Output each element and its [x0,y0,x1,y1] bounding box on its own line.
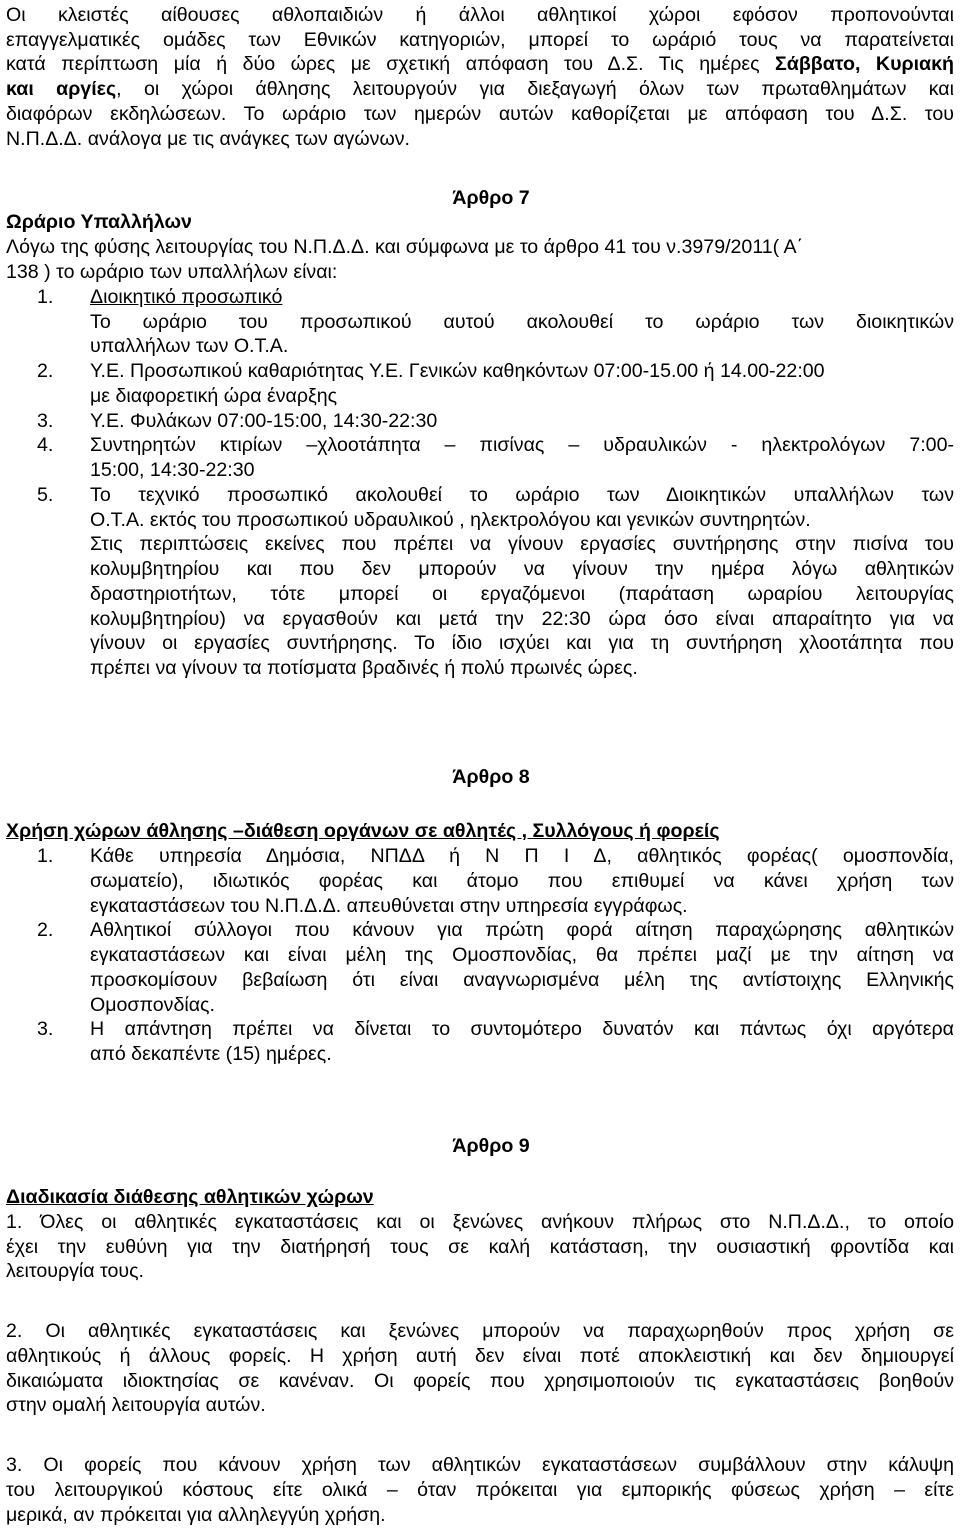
art7-item-4-line-1: Συντηρητών κτιρίων –χλοοτάπητα – πισίνας – υδραυλικών - ηλεκτρολόγων 7:00- [90,434,954,456]
art8-item-1-line-2: σωματείο), ιδιωτικός φορέας και άτομο που επιθυμεί να κάνει χρήση των [90,870,954,892]
art7-paragraph-line-1: Στις περιπτώσεις εκείνες που πρέπει να γίνουν εργασίες συντήρησης στην πισίνα του [90,533,954,555]
top-paragraph-line-3 [6,52,954,77]
art9-section-3-line-1: 3. Οι φορείς που κάνουν χρήση των αθλητικών εγκαταστάσεων συμβάλλουν στην κάλυψη [6,1454,954,1476]
article-7-intro-line-1: Λόγω της φύσης λειτουργίας του Ν.Π.Δ.Δ. και σύμφωνα με το άρθρο 41 του ν.3979/2011( Α΄ [6,236,804,258]
article-9-title: Άρθρο 9 [452,1135,530,1157]
article-7-intro-line-2: 138 ) το ωράριο των υπαλλήλων είναι: [6,261,338,283]
art7-paragraph-line-5: γίνουν οι εργασίες συντήρησης. Το ίδιο ισχύει και για τη συντήρηση χλοοτάπητα που [90,632,954,654]
art7-item-1-number: 1. [37,286,54,308]
art9-section-3-line-3: μερικά, αν πρόκειται για αλληλεγγύη χρήση. [6,1504,386,1526]
art9-section-3-line-2: του λειτουργικού κόστους είτε ολικά – όταν πρόκειται για εμπορικής φύσεως χρήση – είτε [6,1479,954,1501]
top-line-3-text: κατά περίπτωση μία ή δύο ώρες με σχετική απόφαση του Δ.Σ. Τις ημέρες [6,53,776,75]
top-paragraph-line-1: Οι κλειστές αίθουσες αθλοπαιδιών ή άλλοι αθλητικοί χώροι εφόσον προπονούνται [6,4,954,26]
art7-paragraph-line-4: κολυμβητηρίου) να εργασθούν και μετά την 22:30 ώρα όσο είναι απαραίτητο για να [90,608,954,630]
art8-item-2-line-1: Αθλητικοί σύλλογοι που κάνουν για πρώτη φορά αίτηση παραχώρησης αθλητικών [90,919,954,941]
art8-item-3-line-2: από δεκαπέντε (15) ημέρες. [90,1043,332,1065]
art7-item-5-line-2: Ο.Τ.Α. εκτός του προσωπικού υδραυλικού , ηλεκτρολόγου και γενικών συντηρητών. [90,509,811,531]
art7-item-5-line-1: Το τεχνικό προσωπικό ακολουθεί το ωράριο των Διοικητικών υπαλλήλων των [90,484,954,506]
art7-paragraph-line-6: πρέπει να γίνουν τα ποτίσματα βραδινές ή πολύ πρωινές ώρες. [90,657,638,679]
art8-item-2-number: 2. [37,919,54,941]
art7-item-2-line-2: με διαφορετική ώρα έναρξης [90,385,338,407]
top-paragraph-line-4 [6,77,954,102]
art9-section-2-line-4: στην ομαλή λειτουργία αυτών. [6,1394,266,1416]
weekend-days-bold: Σάββατο, Κυριακή [775,53,954,75]
art8-item-2-line-2: εγκαταστάσεων και είναι μέλη της Ομοσπονδίας, θα πρέπει μαζί με την αίτηση να [90,944,954,966]
article-7-title: Άρθρο 7 [452,187,530,209]
art8-item-2-line-4: Ομοσπονδίας. [90,994,215,1016]
article-8-heading: Χρήση χώρων άθλησης –διάθεση οργάνων σε αθλητές , Συλλόγους ή φορείς [6,820,720,842]
art7-item-3-number: 3. [37,410,54,432]
art8-item-3-line-1: Η απάντηση πρέπει να δίνεται το συντομότερο δυνατόν και πάντως όχι αργότερα [90,1018,954,1040]
top-paragraph-line-2: επαγγελματικές ομάδες των Εθνικών κατηγοριών, μπορεί το ωράριό τους να παρατείνεται [6,29,954,51]
holidays-bold: και αργίες [6,78,117,100]
art7-item-4-line-2: 15:00, 14:30-22:30 [90,459,255,481]
art7-item-2-number: 2. [37,360,54,382]
top-line-4-text: , οι χώροι άθλησης λειτουργούν για διεξαγωγή όλων των πρωταθλημάτων και [116,78,954,100]
art9-section-1-line-1: 1. Όλες οι αθλητικές εγκαταστάσεις και οι ξενώνες ανήκουν πλήρως στο Ν.Π.Δ.Δ., το οποίο [6,1211,954,1233]
art8-item-1-number: 1. [37,845,54,867]
art7-item-2-line-1: Υ.Ε. Προσωπικού καθαριότητας Υ.Ε. Γενικών καθηκόντων 07:00-15.00 ή 14.00-22:00 [90,360,825,382]
art7-item-1-title: Διοικητικό προσωπικό [90,286,283,308]
art7-item-4-number: 4. [37,434,54,456]
art9-section-2-line-3: δικαιώματα ιδιοκτησίας σε κανέναν. Οι φορείς που χρησιμοποιούν τις εγκαταστάσεις βοηθούν [6,1370,954,1392]
art9-section-1-line-3: λειτουργία τους. [6,1260,144,1282]
article-7-heading: Ωράριο Υπαλλήλων [6,211,192,233]
top-paragraph-line-6: Ν.Π.Δ.Δ. ανάλογα με τις ανάγκες των αγώνων. [6,128,410,150]
art8-item-1-line-1: Κάθε υπηρεσία Δημόσια, ΝΠΔΔ ή Ν Π Ι Δ, αθλητικός φορέας( ομοσπονδία, [90,845,954,867]
article-9-heading: Διαδικασία διάθεσης αθλητικών χώρων [6,1186,374,1208]
art7-paragraph-line-2: κολυμβητηρίου και που δεν μπορούν να γίνουν την ημέρα λόγω αθλητικών [90,558,954,580]
art9-section-1-line-2: έχει την ευθύνη για την διατήρησή τους σε καλή κατάσταση, την ουσιαστική φροντίδα και [6,1236,954,1258]
article-8-title: Άρθρο 8 [452,766,530,788]
art8-item-1-line-3: εγκαταστάσεων του Ν.Π.Δ.Δ. απευθύνεται στην υπηρεσία εγγράφως. [90,895,688,917]
art7-item-3-line-1: Υ.Ε. Φυλάκων 07:00-15:00, 14:30-22:30 [90,410,438,432]
art9-section-2-line-1: 2. Οι αθλητικές εγκαταστάσεις και ξενώνες μπορούν να παραχωρηθούν προς χρήση σε [6,1320,954,1342]
art7-item-1-line-3: υπαλλήλων των Ο.Τ.Α. [90,335,289,357]
art8-item-2-line-3: προσκομίσουν βεβαίωση ότι είναι αναγνωρισμένα μέλη της αντίστοιχης Ελληνικής [90,969,954,991]
art7-paragraph-line-3: δραστηριοτήτων, τότε μπορεί οι εργαζόμενοι (παράταση ωραρίου λειτουργίας [90,583,954,605]
top-paragraph-line-5: διαφόρων εκδηλώσεων. Το ωράριο των ημερών αυτών καθορίζεται με απόφαση του Δ.Σ. του [6,103,954,125]
art7-item-5-number: 5. [37,484,54,506]
art7-item-1-line-2: Το ωράριο του προσωπικού αυτού ακολουθεί το ωράριο των διοικητικών [90,311,954,333]
art8-item-3-number: 3. [37,1018,54,1040]
art9-section-2-line-2: αθλητικούς ή άλλους φορείς. Η χρήση αυτή δεν είναι ποτέ αποκλειστική και δεν δημιουργεί [6,1345,954,1367]
